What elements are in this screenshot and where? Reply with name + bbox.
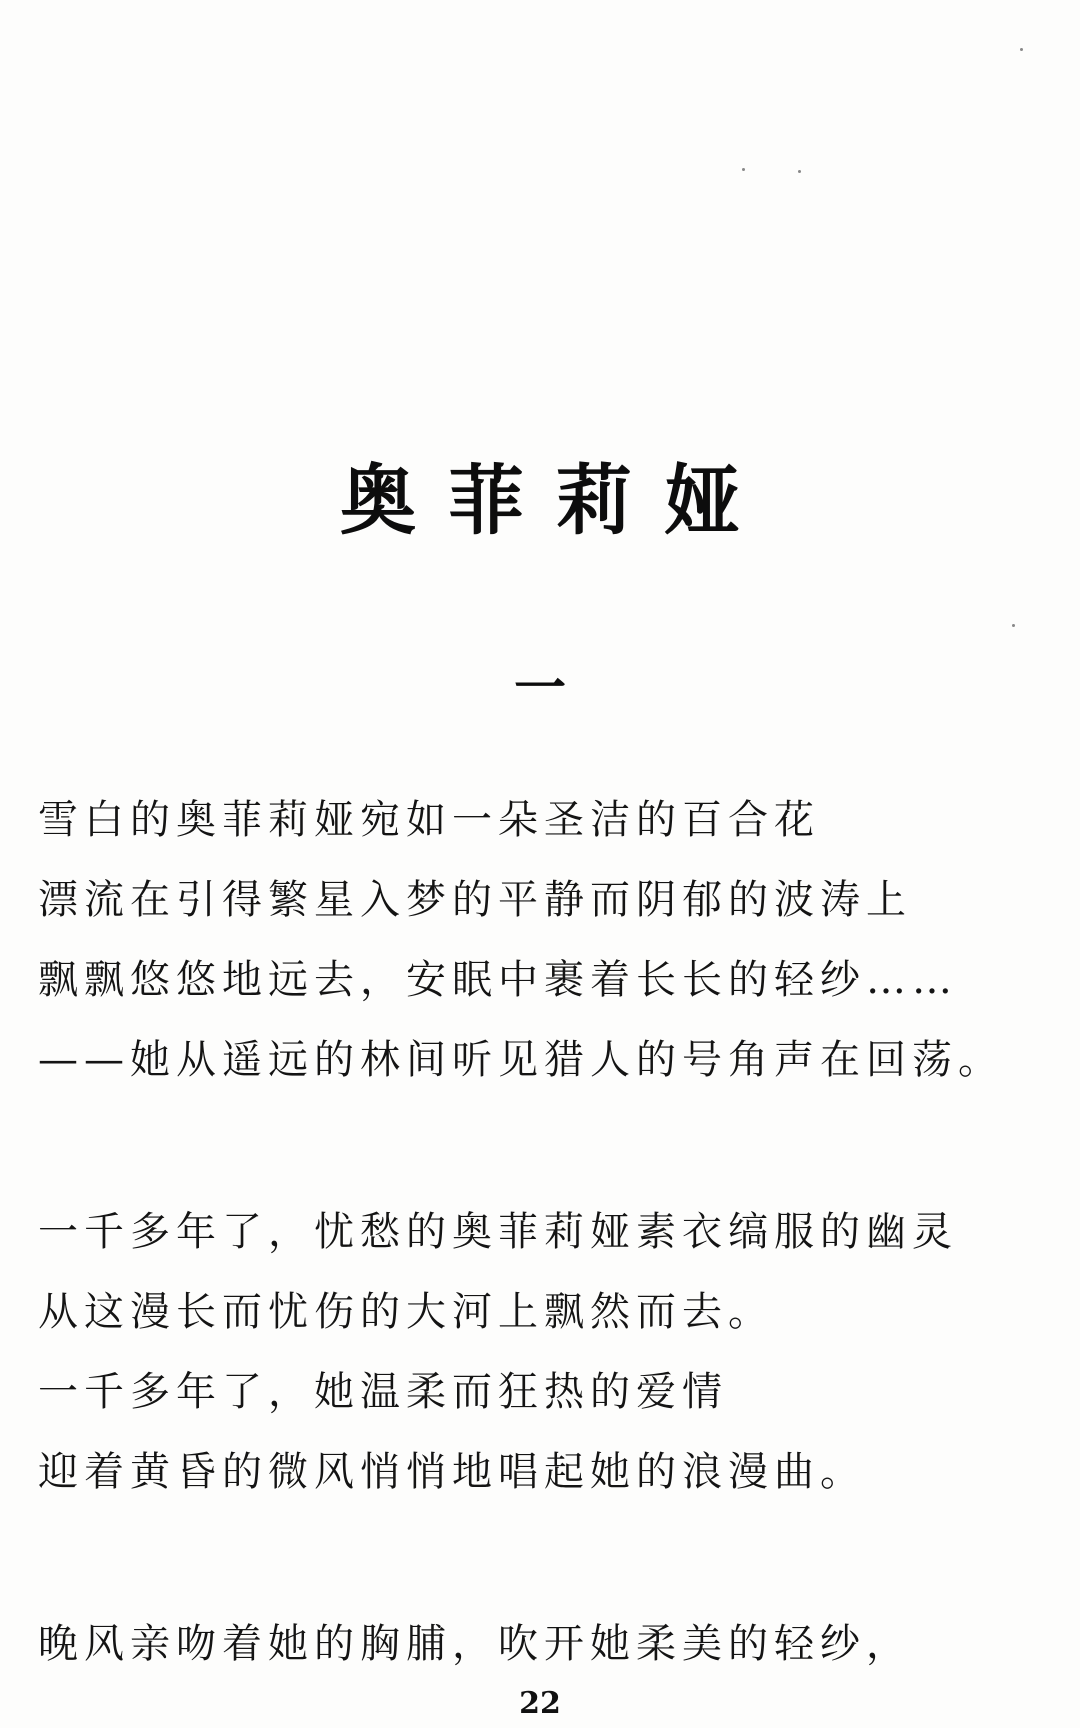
page-number: 22 (519, 1686, 561, 1721)
poem-title: 奥菲莉娅 (340, 456, 772, 545)
poem-line: 雪白的奥菲莉娅宛如一朵圣洁的百合花 (38, 797, 820, 843)
poem-line: 一千多年了，她温柔而狂热的爱情 (38, 1369, 728, 1415)
poem-line: 一千多年了，忧愁的奥菲莉娅素衣缟服的幽灵 (38, 1209, 958, 1255)
poem-line: ——她从遥远的林间听见猎人的号角声在回荡。 (38, 1037, 1004, 1083)
stanza (38, 1604, 1048, 1684)
print-speck (798, 170, 801, 173)
print-speck (1012, 624, 1015, 627)
poem-line: 漂流在引得繁星入梦的平静而阴郁的波涛上 (38, 877, 912, 923)
poem-line: 飘飘悠悠地远去，安眠中裹着长长的轻纱…… (38, 957, 958, 1003)
stanza (38, 1192, 1048, 1512)
print-speck (1020, 48, 1023, 51)
stanza (38, 780, 1048, 1100)
section-number: 一 (513, 658, 566, 719)
poem-line: 迎着黄昏的微风悄悄地唱起她的浪漫曲。 (38, 1449, 866, 1495)
print-speck (742, 168, 745, 171)
poem-line: 晚风亲吻着她的胸脯，吹开她柔美的轻纱， (38, 1621, 912, 1667)
poem-line: 从这漫长而忧伤的大河上飘然而去。 (38, 1289, 774, 1335)
